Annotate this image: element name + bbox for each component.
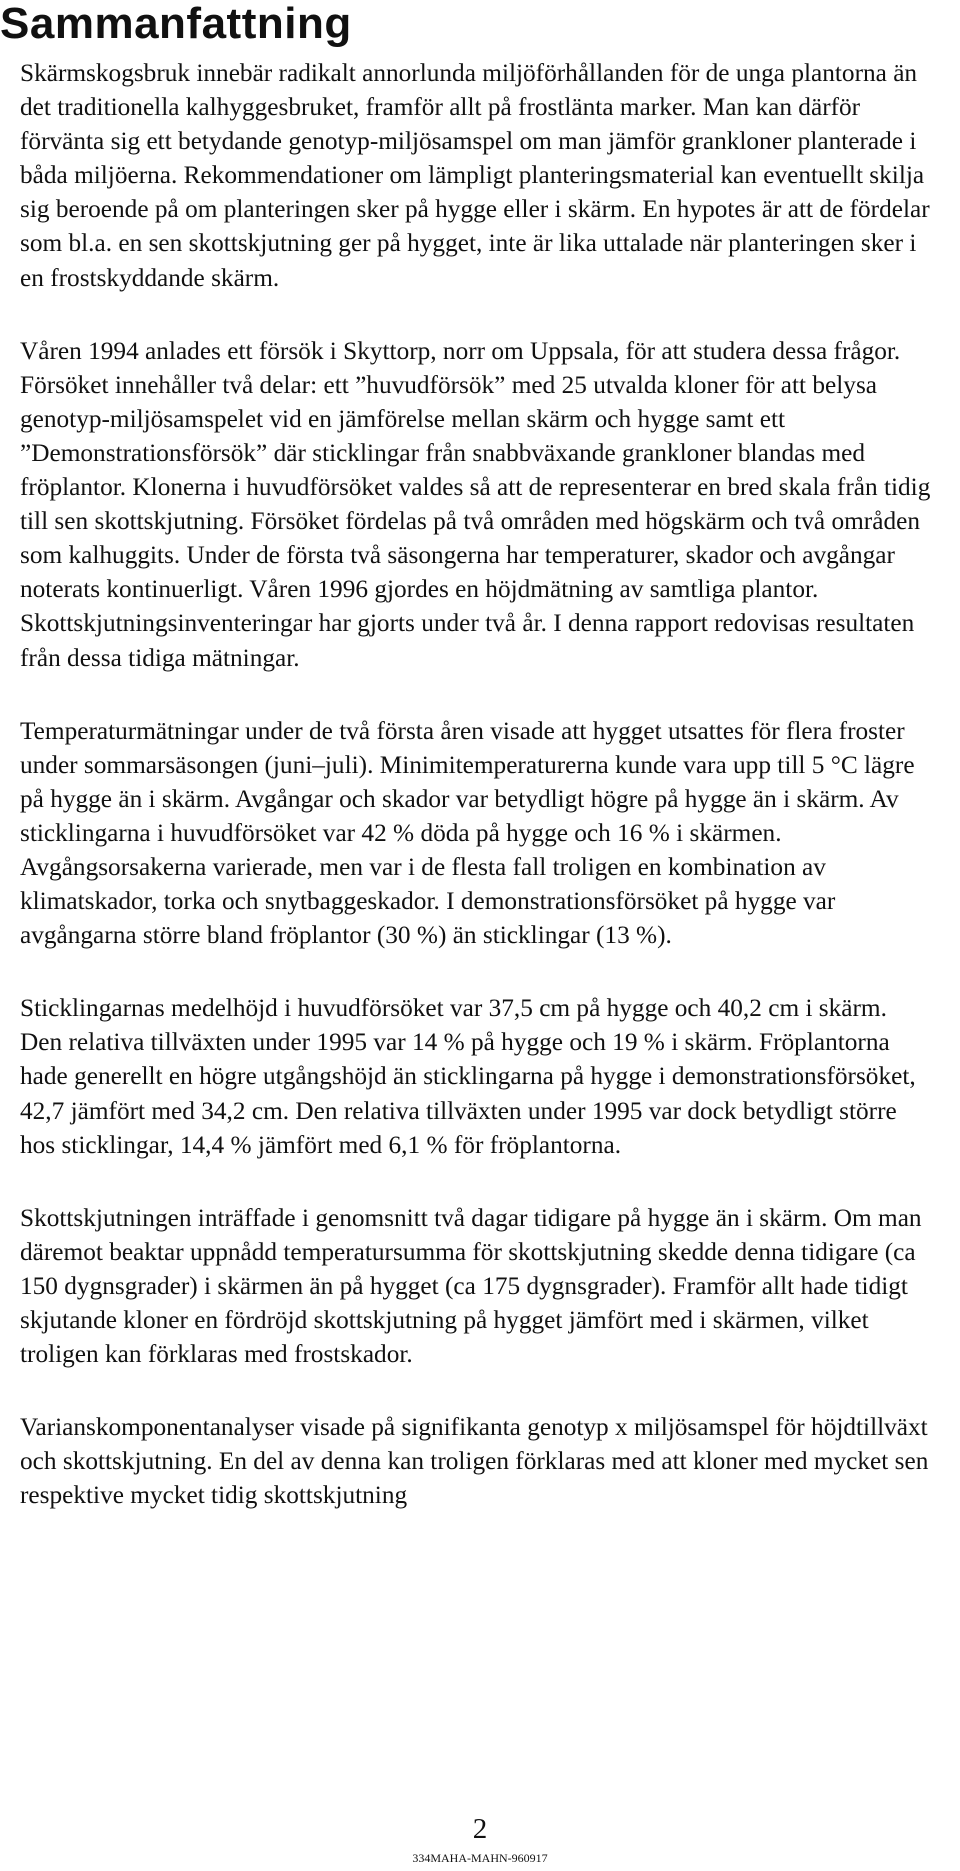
paragraph-1: Skärmskogsbruk innebär radikalt annorlunda miljöförhållanden för de unga plantorna än det traditionella kalhyggesbruket, framför allt på frostlänta marker. Man kan därför förvänta sig ett betydande genotyp-miljösamspel om man jämför grankloner planterade i båda miljöerna. Rekommendationer om lämpligt planteringsmaterial kan eventuellt skilja sig beroende på om planteringen sker på hygge eller i skärm. En hypotes är att de fördelar som bl.a. en sen skottskjutning ger på hygget, inte är lika uttalade när planteringen sker i en frostskyddande skärm. bbox=[20, 59, 930, 292]
page-number: 2 bbox=[472, 1813, 488, 1845]
summary-body bbox=[20, 56, 935, 1551]
paragraph-5: Skottskjutningen inträffade i genomsnitt två dagar tidigare på hygge än i skärm. Om man däremot beaktar uppnådd temperatursumma för skottskjutning skedde denna tidigare (ca 150 dygnsgrader) i skärmen än på hygget (ca 175 dygnsgrader). Framför allt hade tidigt skjutande kloner en fördröjd skottskjutning på hygget jämfört med i skärmen, vilket troligen kan förklaras med frostskador. bbox=[20, 1203, 922, 1369]
paragraph-4: Sticklingarnas medelhöjd i huvudförsöket var 37,5 cm på hygge och 40,2 cm i skärm. Den relativa tillväxten under 1995 var 14 % på hygge och 19 % i skärm. Fröplantorna hade generellt en högre utgångshöjd än sticklingarna på hygge i demonstrationsförsöket, 42,7 jämfört med 34,2 cm. Den relativa tillväxten under 1995 var dock betydligt större hos sticklingar, 14,4 % jämfört med 6,1 % för fröplantorna. bbox=[20, 994, 916, 1159]
report-code: 334MAHA-MAHN-960917 bbox=[412, 1851, 548, 1865]
paragraph-6: Varianskomponentanalyser visade på signifikanta genotyp x miljösamspel för höjdtillväxt och skottskjutning. En del av denna kan troligen förklaras med att kloner med mycket sen respektive mycket tidig skottskjutning bbox=[20, 1413, 929, 1510]
paragraph-3: Temperaturmätningar under de två första åren visade att hygget utsattes för flera froster under sommarsäsongen (juni–juli). Minimitemperaturerna kunde vara upp till 5 °C lägre på hygge än i skärm. Avgångar och skador var betydligt högre på hygge än i skärm. Av sticklingarna i huvudförsöket var 42 % döda på hygge och 16 % i skärmen. Avgångsorsakerna varierade, men var i de flesta fall troligen en kombination av klimatskador, torka och snytbaggeskador. I demonstrationsförsöket på hygge var avgångarna större bland fröplantor (30 %) än sticklingar (13 %). bbox=[20, 716, 915, 950]
paragraph-2: Våren 1994 anlades ett försök i Skyttorp, norr om Uppsala, för att studera dessa frågor. Försöket innehåller två delar: ett ”huvudförsök” med 25 utvalda kloner för att belysa genotyp-miljösamspelet vid en jämförelse mellan skärm och hygge samt ett ”Demonstrationsförsök” där sticklingar från snabbväxande grankloner blandas med fröplantor. Klonerna i huvudförsöket valdes så att de representerar en bred skala från tidig till sen skottskjutning. Försöket fördelas på två områden med högskärm och två områden som kalhuggits. Under de första två säsongerna har temperaturer, skador och avgångar noterats kontinuerligt. Våren 1996 gjordes en höjdmätning av samtliga plantor. Skottskjutningsinventeringar har gjorts under två år. I denna rapport redovisas resultaten från dessa tidiga mätningar. bbox=[20, 336, 931, 672]
page-title: Sammanfattning bbox=[0, 0, 352, 48]
